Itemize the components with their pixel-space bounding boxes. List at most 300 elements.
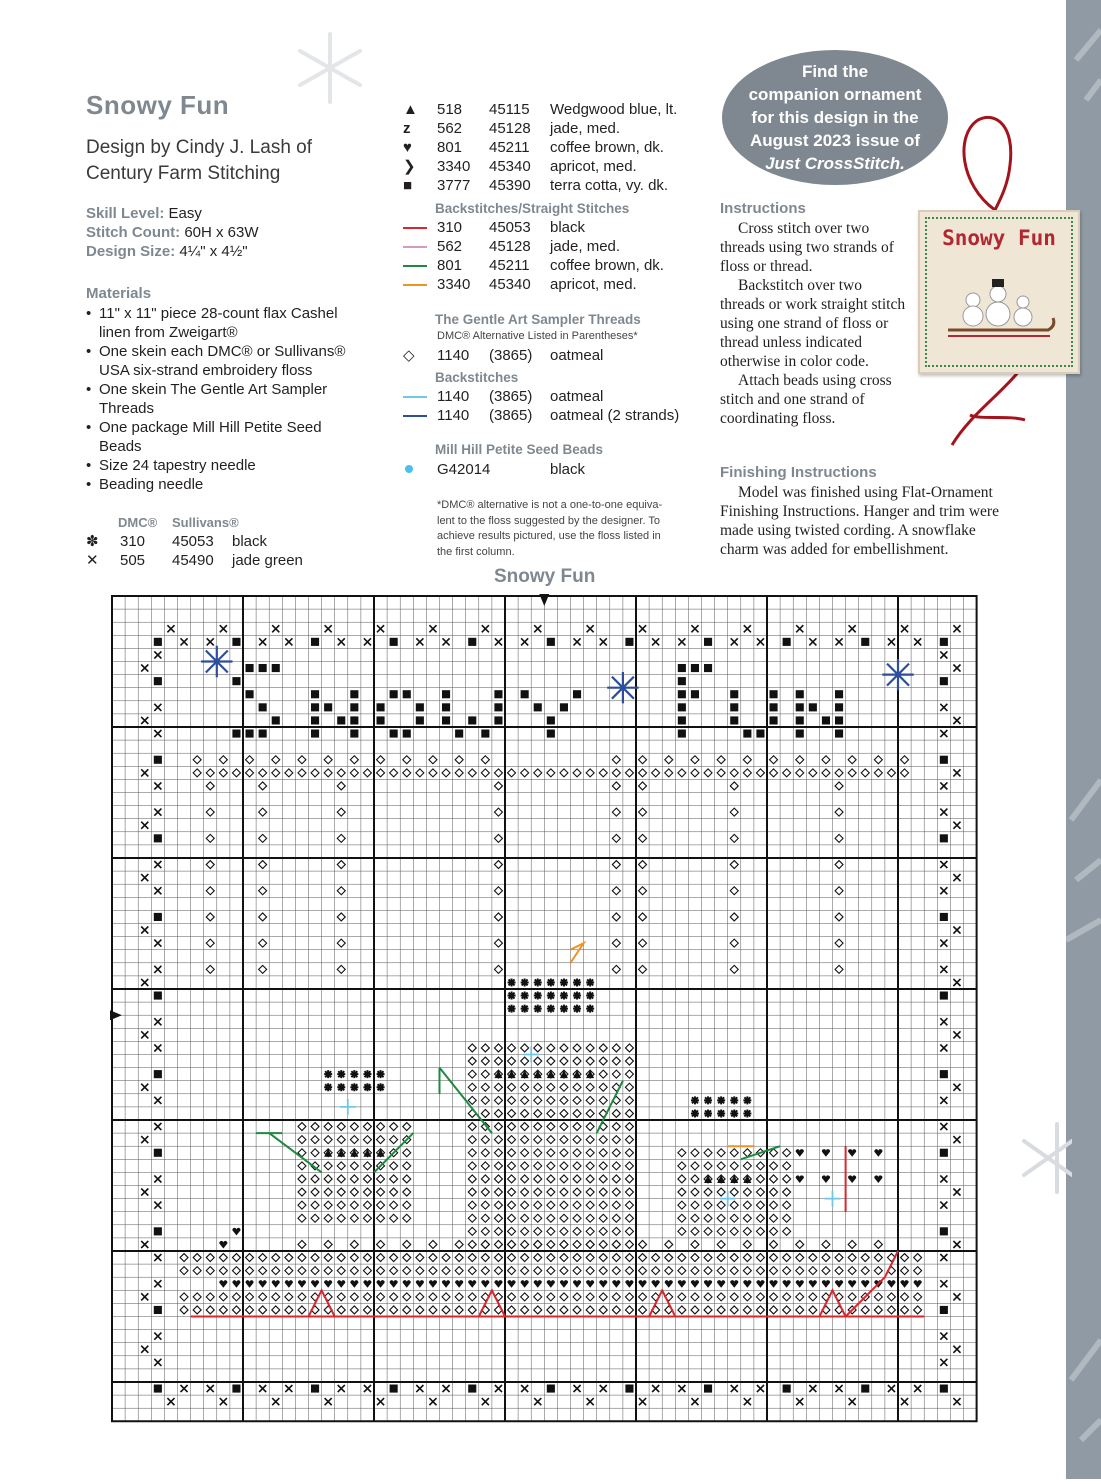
stitch-diamond: [350, 1214, 358, 1222]
stitch-diamond: [573, 1214, 581, 1222]
dark-blue-line-swatch: [403, 415, 427, 417]
stitch-diamond: [678, 1188, 686, 1196]
stitch-diamond: [324, 1201, 332, 1209]
stitch-diamond: [914, 1306, 922, 1314]
stitch-diamond: [534, 1201, 542, 1209]
stitch-diamond: [756, 1227, 764, 1235]
stitch-diamond: [691, 1227, 699, 1235]
stitch-square: [468, 1385, 476, 1393]
stitch-square: [809, 703, 817, 711]
stitch-x: [521, 638, 528, 645]
stitch-x: [731, 638, 738, 645]
stitch-diamond: [704, 769, 712, 777]
stitch-diamond: [272, 769, 280, 777]
stitch-square: [940, 1385, 948, 1393]
stitch-diamond: [586, 1214, 594, 1222]
stitch-x: [914, 1385, 921, 1392]
stitch-diamond: [612, 939, 620, 947]
stitch-square: [691, 690, 699, 698]
stitch-x: [207, 1385, 214, 1392]
stitch-diamond: [390, 769, 398, 777]
stitch-x: [141, 1241, 148, 1248]
stitch-heart: [756, 1280, 764, 1288]
stitch-diamond: [337, 1175, 345, 1183]
stitch-square: [337, 716, 345, 724]
stitch-diamond: [599, 769, 607, 777]
stitch-diamond: [901, 1306, 909, 1314]
stitch-diamond: [481, 1083, 489, 1091]
stitch-x: [914, 638, 921, 645]
stitch-square: [940, 1149, 948, 1157]
stitch-x: [940, 1359, 947, 1366]
stitch-diamond: [612, 887, 620, 895]
stitch-diamond: [573, 1306, 581, 1314]
stitch-diamond: [481, 1214, 489, 1222]
stitch-x: [482, 625, 489, 632]
stitch-x: [940, 1175, 947, 1182]
stitch-diamond: [717, 1267, 725, 1275]
stitch-x: [600, 1385, 607, 1392]
stitch-x: [940, 940, 947, 947]
stitch-x: [534, 1398, 541, 1405]
stitch-heart: [822, 1280, 830, 1288]
stitch-diamond: [599, 1267, 607, 1275]
stitch-diamond: [809, 769, 817, 777]
stitch-x: [364, 638, 371, 645]
stitch-diamond: [730, 834, 738, 842]
stitch-diamond: [625, 1201, 633, 1209]
stitch-diamond: [756, 1162, 764, 1170]
stitch-diamond: [547, 1044, 555, 1052]
stitch-heart: [245, 1280, 253, 1288]
stitch-diamond: [481, 1057, 489, 1065]
stitch-square: [377, 703, 385, 711]
stitch-diamond: [324, 1175, 332, 1183]
stitch-diamond: [730, 913, 738, 921]
stitch-square: [259, 664, 267, 672]
stitch-x: [154, 861, 161, 868]
stitch-diamond: [717, 1162, 725, 1170]
stitch-diamond: [835, 1267, 843, 1275]
stitch-diamond: [625, 1109, 633, 1117]
stitch-diamond: [848, 1240, 856, 1248]
stitch-diamond: [494, 939, 502, 947]
stitch-diamond: [298, 756, 306, 764]
stitch-diamond: [691, 1267, 699, 1275]
stitch-x: [953, 1398, 960, 1405]
stitch-diamond: [350, 756, 358, 764]
stitch-diamond: [206, 1306, 214, 1314]
stitch-diamond: [625, 1162, 633, 1170]
stitch-x: [443, 1385, 450, 1392]
stitch-diamond: [625, 1214, 633, 1222]
stitch-heart: [730, 1280, 738, 1288]
stitch-heart: [678, 1280, 686, 1288]
stitch-diamond: [547, 769, 555, 777]
stitch-diamond: [586, 1188, 594, 1196]
stitch-diamond: [639, 782, 647, 790]
stitch-star: [586, 1005, 594, 1013]
stitch-diamond: [547, 1227, 555, 1235]
stitch-diamond: [534, 1227, 542, 1235]
stitch-square: [442, 703, 450, 711]
stitch-diamond: [691, 1188, 699, 1196]
stitch-diamond: [809, 1254, 817, 1262]
stitch-diamond: [665, 756, 673, 764]
stitch-diamond: [508, 1057, 516, 1065]
stitch-diamond: [534, 1306, 542, 1314]
stitch-diamond: [534, 1136, 542, 1144]
stitch-diamond: [612, 1267, 620, 1275]
stitch-diamond: [691, 1293, 699, 1301]
stitch-diamond: [704, 1227, 712, 1235]
stitch-square: [678, 664, 686, 672]
stitch-diamond: [612, 834, 620, 842]
stitch-heart: [900, 1280, 908, 1288]
stitch-diamond: [219, 756, 227, 764]
stitch-x: [377, 1398, 384, 1405]
stitch-diamond: [560, 1175, 568, 1183]
stitch-square: [442, 716, 450, 724]
stitch-diamond: [481, 1070, 489, 1078]
stitch-diamond: [599, 1149, 607, 1157]
stitch-diamond: [547, 1149, 555, 1157]
stitch-diamond: [337, 1188, 345, 1196]
stitch-diamond: [337, 808, 345, 816]
materials-heading: Materials: [86, 285, 152, 302]
stitch-square: [822, 716, 830, 724]
stitch-diamond: [599, 1044, 607, 1052]
stitch-diamond: [625, 1136, 633, 1144]
stitch-diamond: [403, 1149, 411, 1157]
stitch-diamond: [901, 756, 909, 764]
gentle-art-row: ◇ 1140 (3865) oatmeal: [403, 347, 604, 364]
stitch-star: [337, 1083, 345, 1091]
stitch-x: [901, 1398, 908, 1405]
stitch-diamond: [612, 1109, 620, 1117]
stitch-x: [154, 1333, 161, 1340]
stitch-star: [521, 992, 529, 1000]
stitch-diamond: [586, 1240, 594, 1248]
snowflake-stitch-icon: [607, 672, 638, 703]
stitch-diamond: [285, 1267, 293, 1275]
stitch-square: [481, 730, 489, 738]
stitch-diamond: [390, 1188, 398, 1196]
stitch-square: [678, 716, 686, 724]
stitch-x: [154, 704, 161, 711]
stitch-diamond: [494, 913, 502, 921]
stitch-diamond: [625, 1044, 633, 1052]
stitch-x: [154, 1097, 161, 1104]
stitch-diamond: [560, 1227, 568, 1235]
stitch-diamond: [494, 1109, 502, 1117]
stitch-diamond: [377, 1201, 385, 1209]
stitch-diamond: [901, 769, 909, 777]
stitch-diamond: [704, 1293, 712, 1301]
floss-key-row: ✕ 505 45490 jade green: [86, 552, 303, 569]
stitch-diamond: [259, 913, 267, 921]
stitch-diamond: [390, 1293, 398, 1301]
stitch-square: [154, 638, 162, 646]
stitch-square: [547, 730, 555, 738]
material-item: • 11" x 11" piece 28-count flax Cashel linen from Zweigart®: [86, 304, 366, 342]
stitch-diamond: [468, 1136, 476, 1144]
stitch-star: [377, 1070, 385, 1078]
stitch-heart: [311, 1280, 319, 1288]
stitch-diamond: [573, 1136, 581, 1144]
stitch-diamond: [678, 1214, 686, 1222]
stitch-diamond: [730, 808, 738, 816]
snowflake-stitch-icon: [882, 659, 913, 690]
stitch-heart: [298, 1280, 306, 1288]
stitch-diamond: [560, 1149, 568, 1157]
stitch-square: [783, 1385, 791, 1393]
stitch-star: [573, 978, 581, 986]
stitch-square: [560, 703, 568, 711]
stitch-x: [167, 625, 174, 632]
stitch-diamond: [494, 1149, 502, 1157]
stitch-x: [940, 966, 947, 973]
stitch-diamond: [625, 1267, 633, 1275]
floss-key-row: ✽ 310 45053 black: [86, 533, 268, 550]
stitch-square: [154, 834, 162, 842]
stitch-diamond: [377, 756, 385, 764]
stitch-diamond: [494, 1044, 502, 1052]
stitch-x: [731, 1385, 738, 1392]
stitch-x: [940, 1097, 947, 1104]
ga-backstitch-row: 1140 (3865) oatmeal (2 strands): [403, 406, 703, 425]
stitch-x: [141, 1031, 148, 1038]
stitch-square: [547, 716, 555, 724]
stitch-diamond: [494, 1057, 502, 1065]
stitch-star: [547, 992, 555, 1000]
stitch-square: [704, 638, 712, 646]
stitch-diamond: [534, 1254, 542, 1262]
stitch-diamond: [586, 1306, 594, 1314]
stitch-diamond: [770, 1214, 778, 1222]
stitch-diamond: [586, 1149, 594, 1157]
stitch-diamond: [625, 1306, 633, 1314]
stitch-x: [377, 625, 384, 632]
stitch-diamond: [442, 1306, 450, 1314]
stitch-diamond: [494, 1096, 502, 1104]
stitch-diamond: [822, 1254, 830, 1262]
stitch-diamond: [259, 965, 267, 973]
stitch-square: [835, 703, 843, 711]
stitch-diamond: [678, 1175, 686, 1183]
stitch-x: [429, 1398, 436, 1405]
stitch-diamond: [730, 1227, 738, 1235]
stitch-diamond: [848, 756, 856, 764]
stitch-diamond: [730, 939, 738, 947]
stitch-square: [246, 690, 254, 698]
bead-heading: Mill Hill Petite Seed Beads: [435, 442, 604, 457]
stitch-diamond: [481, 1136, 489, 1144]
stitch-x: [443, 638, 450, 645]
stitch-star: [508, 1005, 516, 1013]
stitch-diamond: [730, 965, 738, 973]
stitch-diamond: [534, 1096, 542, 1104]
stitch-heart: [232, 1228, 240, 1236]
stitch-diamond: [468, 1227, 476, 1235]
stitch-heart: [848, 1280, 856, 1288]
stitch-diamond: [337, 913, 345, 921]
stitch-diamond: [285, 1306, 293, 1314]
stitch-diamond: [298, 1175, 306, 1183]
stitch-diamond: [311, 1136, 319, 1144]
stitch-diamond: [730, 861, 738, 869]
stitch-diamond: [586, 1044, 594, 1052]
stitch-diamond: [730, 1306, 738, 1314]
stitch-diamond: [206, 913, 214, 921]
light-blue-stitch: [340, 1099, 356, 1115]
stitch-diamond: [835, 939, 843, 947]
stitch-square: [796, 716, 804, 724]
stitch-diamond: [560, 1240, 568, 1248]
center-arrow-left: [110, 1010, 122, 1020]
stitch-square: [154, 677, 162, 685]
stitch-diamond: [639, 808, 647, 816]
symbol-icon: z: [403, 120, 411, 137]
stitch-diamond: [403, 1293, 411, 1301]
stitch-diamond: [835, 887, 843, 895]
stitch-x: [940, 1123, 947, 1130]
stitch-square: [770, 690, 778, 698]
stitch-x: [796, 1398, 803, 1405]
stitch-square: [350, 716, 358, 724]
stitch-x: [338, 638, 345, 645]
stitch-diamond: [612, 1149, 620, 1157]
stitch-x: [587, 1398, 594, 1405]
stitch-diamond: [311, 1201, 319, 1209]
stitch-diamond: [468, 1057, 476, 1065]
stitch-x: [154, 887, 161, 894]
stitch-square: [940, 756, 948, 764]
stitch-star: [704, 1096, 712, 1104]
stitch-diamond: [494, 1123, 502, 1131]
stitch-diamond: [901, 1293, 909, 1301]
stitch-x: [678, 638, 685, 645]
stitch-diamond: [547, 1293, 555, 1301]
stitch-diamond: [691, 1149, 699, 1157]
stitch-x: [691, 625, 698, 632]
stitch-diamond: [743, 1214, 751, 1222]
stitch-diamond: [586, 769, 594, 777]
stitch-diamond: [756, 1214, 764, 1222]
stitch-x: [953, 822, 960, 829]
stitch-diamond: [560, 1188, 568, 1196]
stitch-diamond: [377, 1267, 385, 1275]
stitch-diamond: [324, 1123, 332, 1131]
stitch-diamond: [272, 1267, 280, 1275]
stitch-diamond: [534, 769, 542, 777]
stitch-x: [154, 1359, 161, 1366]
stitch-heart: [887, 1280, 895, 1288]
stitch-diamond: [783, 769, 791, 777]
stitch-heart: [743, 1280, 751, 1288]
stitch-diamond: [508, 1240, 516, 1248]
stitch-diamond: [586, 1096, 594, 1104]
stitch-diamond: [796, 1306, 804, 1314]
stitch-x: [259, 638, 266, 645]
stitch-diamond: [377, 1123, 385, 1131]
stitch-star: [350, 1070, 358, 1078]
stitch-star: [534, 978, 542, 986]
stitch-heart: [835, 1280, 843, 1288]
stitch-diamond: [835, 965, 843, 973]
stitch-square: [246, 730, 254, 738]
stitch-x: [154, 1202, 161, 1209]
stitch-diamond: [494, 1136, 502, 1144]
stitch-diamond: [678, 1267, 686, 1275]
stitch-diamond: [612, 1201, 620, 1209]
stitch-diamond: [337, 1136, 345, 1144]
stitch-x: [141, 822, 148, 829]
stitch-heart: [822, 1175, 830, 1183]
stitch-diamond: [403, 1175, 411, 1183]
stitch-diamond: [403, 756, 411, 764]
stitch-heart: [848, 1175, 856, 1183]
stitch-diamond: [508, 1227, 516, 1235]
stitch-star: [704, 1109, 712, 1117]
stitch-diamond: [481, 1201, 489, 1209]
stitch-diamond: [678, 769, 686, 777]
backstitch-row: 801 45211 coffee brown, dk.: [403, 256, 703, 275]
stitch-diamond: [337, 887, 345, 895]
stitch-diamond: [560, 1096, 568, 1104]
stitch-diamond: [442, 769, 450, 777]
stitch-diamond: [599, 1240, 607, 1248]
stitch-diamond: [639, 939, 647, 947]
stitch-diamond: [377, 1175, 385, 1183]
stitch-diamond: [246, 756, 254, 764]
stitch-diamond: [678, 1201, 686, 1209]
stitch-square: [272, 716, 280, 724]
stitch-diamond: [442, 1254, 450, 1262]
stitch-diamond: [848, 1254, 856, 1262]
stitch-x: [953, 874, 960, 881]
stitch-diamond: [429, 769, 437, 777]
stitch-square: [494, 690, 502, 698]
stitch-diamond: [639, 769, 647, 777]
stitch-diamond: [468, 1083, 476, 1091]
stitch-diamond: [259, 834, 267, 842]
stitch-diamond: [324, 1214, 332, 1222]
stitch-diamond: [298, 769, 306, 777]
backstitch-row: 310 45053 black: [403, 218, 703, 237]
ornament-text: Snowy Fun: [942, 226, 1056, 250]
stitch-square: [390, 690, 398, 698]
stitch-x: [141, 665, 148, 672]
stitch-diamond: [350, 1293, 358, 1301]
stitch-diamond: [612, 1123, 620, 1131]
stitch-diamond: [573, 1162, 581, 1170]
stitch-heart: [219, 1241, 227, 1249]
stitch-diamond: [442, 1293, 450, 1301]
stitch-square: [940, 1070, 948, 1078]
gentle-art-note: DMC® Alternative Listed in Parentheses*: [437, 330, 638, 342]
stitch-x: [652, 638, 659, 645]
stitch-diamond: [350, 1267, 358, 1275]
stitch-x: [757, 638, 764, 645]
stitch-diamond: [494, 1162, 502, 1170]
stitch-square: [835, 730, 843, 738]
stitch-x: [849, 625, 856, 632]
stitch-diamond: [298, 1162, 306, 1170]
stitch-diamond: [586, 1162, 594, 1170]
stitch-x: [940, 1254, 947, 1261]
stitch-diamond: [573, 1293, 581, 1301]
